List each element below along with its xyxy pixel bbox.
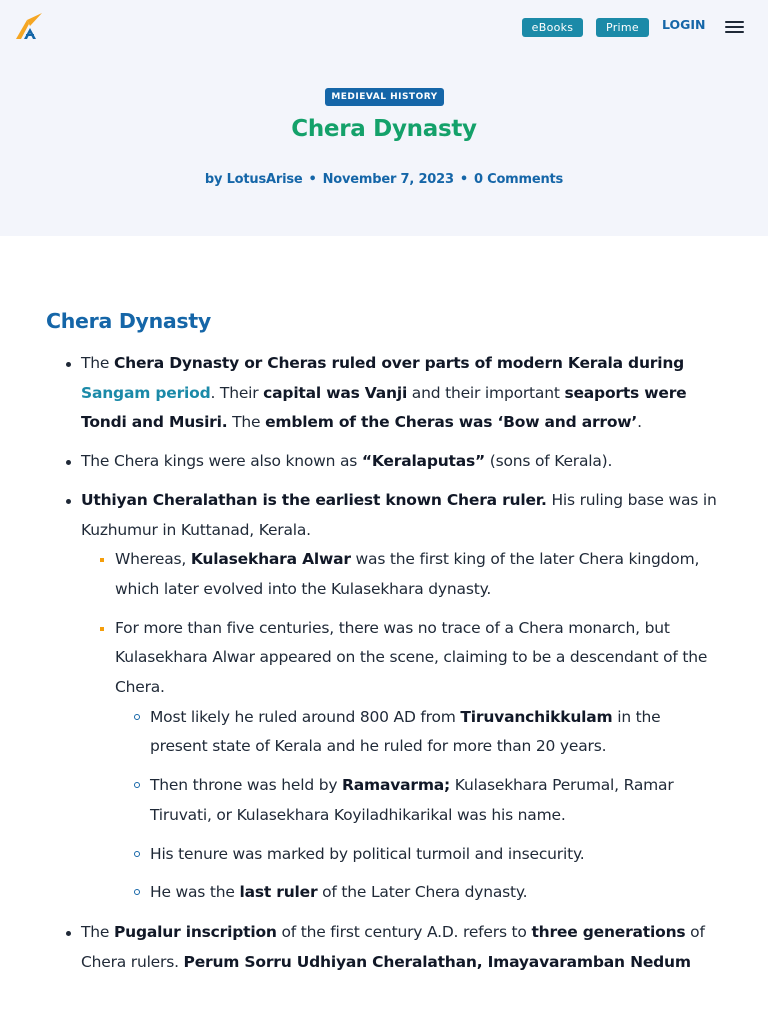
meta-separator: • bbox=[459, 172, 468, 187]
nested-list-item: His tenure was marked by political turmoil and insecurity. bbox=[150, 840, 721, 870]
hero-header bbox=[0, 0, 768, 236]
meta-separator: • bbox=[308, 172, 317, 187]
section-heading: Chera Dynasty bbox=[46, 309, 211, 333]
list-item: The Chera kings were also known as “Keralaputas” (sons of Kerala). bbox=[81, 447, 721, 477]
nested-list-item: He was the last ruler of the Later Chera dynasty. bbox=[150, 878, 721, 908]
sangam-period-link[interactable]: Sangam period bbox=[81, 383, 211, 402]
article-meta bbox=[0, 172, 768, 187]
top-navbar bbox=[0, 0, 768, 55]
category-badge[interactable]: MEDIEVAL HISTORY bbox=[325, 88, 444, 106]
list-item: The Pugalur inscription of the first century A.D. refers to three generations of Chera rulers. Perum Sorru Udhiyan Cheralathan, Imayavaramban Nedum bbox=[81, 918, 721, 977]
post-date: November 7, 2023 bbox=[322, 172, 454, 187]
page-title: Chera Dynasty bbox=[291, 116, 477, 142]
site-logo-icon[interactable] bbox=[14, 12, 44, 42]
comments-link[interactable]: 0 Comments bbox=[473, 172, 564, 187]
hamburger-menu-icon[interactable] bbox=[723, 18, 745, 36]
nested-list-item: Most likely he ruled around 800 AD from Tiruvanchikkulam in the present state of Kerala and he ruled for more than 20 years. bbox=[150, 703, 721, 762]
prime-button[interactable]: Prime bbox=[596, 18, 649, 37]
author-link[interactable]: by LotusArise bbox=[204, 172, 303, 187]
sub-list-item: Whereas, Kulasekhara Alwar was the first king of the later Chera kingdom, which later evolved into the Kulasekhara dynasty. bbox=[115, 545, 721, 604]
login-link[interactable]: LOGIN bbox=[662, 17, 706, 32]
bullet-list bbox=[81, 349, 721, 986]
nested-sub-list bbox=[150, 703, 721, 908]
nested-list-item: Then throne was held by Ramavarma; Kulasekhara Perumal, Ramar Tiruvati, or Kulasekhara Koyiladhikarikal was his name. bbox=[150, 771, 721, 830]
sub-list-item: For more than five centuries, there was no trace of a Chera monarch, but Kulasekhara Alwar appeared on the scene, claiming to be a descendant of the Chera. Most likely he ruled around 800 AD from Tiruvanchikkulam in the present state of Kerala and he ruled for more than 20 years. Then throne was held by Ramavarma; Kulasekhara Perumal, Ramar Tiruvati, or Kulasekhara Koyiladhikarikal was his name. His tenure was marked by political turmoil and insecurity. He was the last ruler of the Later Chera dynasty. bbox=[115, 614, 721, 908]
sub-list bbox=[115, 545, 721, 908]
list-item: The Chera Dynasty or Cheras ruled over parts of modern Kerala during Sangam period. Their capital was Vanji and their important seaports were Tondi and Musiri. The emblem of the Cheras was ‘Bow and arrow’. bbox=[81, 349, 721, 438]
list-item: Uthiyan Cheralathan is the earliest known Chera ruler. His ruling base was in Kuzhumur in Kuttanad, Kerala. Whereas, Kulasekhara Alwar was the first king of the later Chera kingdom, which later evolved into the Kulasekhara dynasty. For more than five centuries, there was no trace of a Chera monarch, but Kulasekhara Alwar appeared on the scene, claiming to be a descendant of the Chera. Most likely he ruled around 800 AD from Tiruvanchikkulam in the present state of Kerala and he ruled for more than 20 years. Then throne was held by Ramavarma; Kulasekhara Perumal, Ramar Tiruvati, or Kulasekhara Koyiladhikarikal was his name. His tenure was marked by political turmoil and insecurity. He was the last ruler of the Later Chera dynasty. bbox=[81, 486, 721, 908]
ebooks-button[interactable]: eBooks bbox=[522, 18, 583, 37]
